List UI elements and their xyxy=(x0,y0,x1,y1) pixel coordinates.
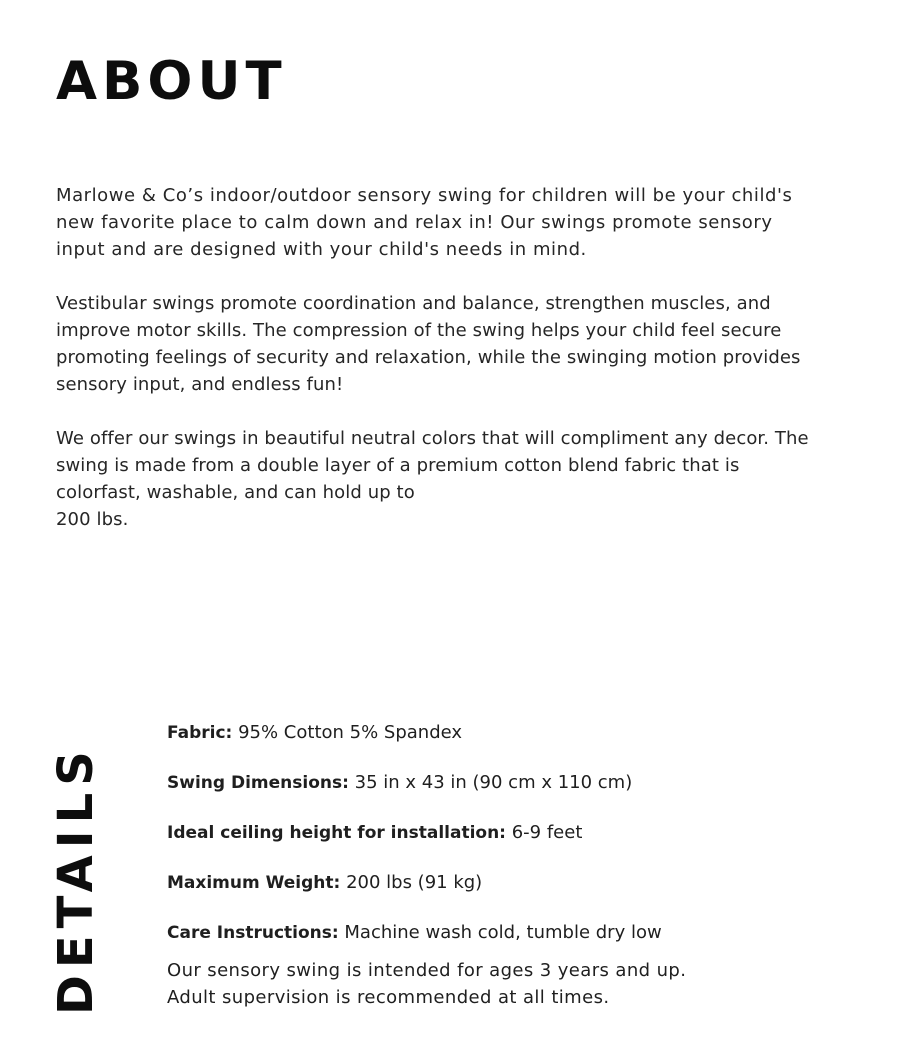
detail-label: Ideal ceiling height for installation: xyxy=(167,823,506,843)
about-paragraph-benefits: Vestibular swings promote coordination and balance, strengthen muscles, and improve motor skills. The compression of the swing helps your child feel secure promoting feelings of security and relaxation, while the swinging motion provides sensory input, and endless fun! xyxy=(56,293,801,395)
detail-label: Care Instructions: xyxy=(167,923,339,943)
detail-value: 6-9 feet xyxy=(511,822,583,843)
about-heading: ABOUT xyxy=(56,51,287,112)
detail-ceiling-height xyxy=(167,819,867,847)
about-paragraph-intro: Marlowe & Co’s indoor/outdoor sensory swing for children will be your child's new favorite place to calm down and relax in! Our swings promote sensory input and are designed with your child's needs in mind. xyxy=(56,185,793,260)
detail-fabric xyxy=(167,719,867,747)
detail-maximum-weight xyxy=(167,869,867,897)
detail-value: Machine wash cold, tumble dry low xyxy=(344,922,662,943)
detail-value: 200 lbs (91 kg) xyxy=(346,872,483,893)
details-list xyxy=(167,719,867,947)
detail-label: Swing Dimensions: xyxy=(167,773,349,793)
details-heading: DETAILS xyxy=(48,744,104,1015)
age-supervision-note: Our sensory swing is intended for ages 3 years and up. Adult supervision is recommended at all times. xyxy=(167,960,687,1008)
detail-swing-dimensions xyxy=(167,769,867,797)
detail-label: Fabric: xyxy=(167,723,233,743)
detail-label: Maximum Weight: xyxy=(167,873,341,893)
about-paragraph-materials: We offer our swings in beautiful neutral colors that will compliment any decor. The swing is made from a double layer of a premium cotton blend fabric that is colorfast, washable, and can hold up to 200 lbs. xyxy=(56,428,809,530)
about-section xyxy=(56,182,816,560)
detail-value: 35 in x 43 in (90 cm x 110 cm) xyxy=(354,772,633,793)
detail-value: 95% Cotton 5% Spandex xyxy=(238,722,463,743)
detail-care-instructions xyxy=(167,919,867,947)
